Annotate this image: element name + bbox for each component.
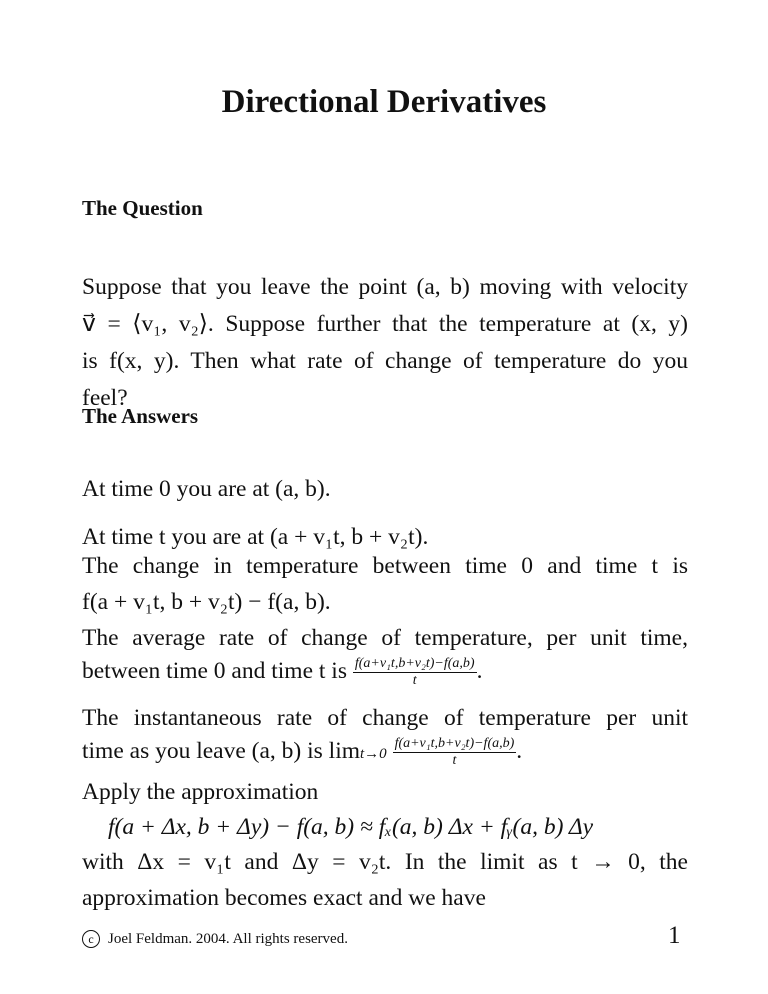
paragraph-line: The change in temperature between time 0 and time t is	[82, 553, 688, 579]
fraction-denominator: t	[412, 673, 417, 689]
paragraph-line: time as you leave (a, b) is limt→0 $\frac{\text{f(a+v₁t,b+v₂t)−f(a,b)}}{t}$ .	[82, 736, 523, 769]
copyright-icon: c	[82, 930, 100, 948]
fraction-denominator: t	[452, 753, 457, 769]
page-title: Directional Derivatives	[221, 84, 547, 120]
fraction-numerator: f(a+v₁t,b+v₂t)−f(a,b)	[354, 656, 475, 672]
instantaneous-rate-fraction	[393, 736, 517, 769]
page-number: 1	[668, 922, 681, 949]
paragraph-line: f(a + v₁t, b + v₂t) − f(a, b).	[82, 589, 331, 615]
paragraph-line: approximation becomes exact and we have	[82, 885, 486, 911]
fraction-numerator: f(a+v₁t,b+v₂t)−f(a,b)	[394, 736, 515, 752]
limit-subscript: t→0	[360, 746, 387, 762]
copyright-text: Joel Feldman. 2004. All rights reserved.	[108, 931, 348, 947]
paragraph-line: Suppose that you leave the point (a, b) moving with velocity	[82, 274, 688, 300]
line-text: between time 0 and time t is	[82, 658, 347, 684]
paragraph-line: At time 0 you are at (a, b).	[82, 476, 331, 502]
section-heading-question: The Question	[82, 196, 203, 220]
paragraph-line: between time 0 and time t is $\frac{\text{f(a+v₁t,b+v₂t)−f(a,b)}}{t}$ .	[82, 656, 483, 689]
paragraph-line: with Δx = v₁t and Δy = v₂t. In the limit as t → 0, the	[82, 849, 688, 875]
footer-copyright	[82, 930, 348, 948]
paragraph-line: The average rate of change of temperature, per unit time,	[82, 625, 688, 651]
approximation-formula: f(a + Δx, b + Δy) − f(a, b) ≈ fₓ(a, b) Δx + fᵧ(a, b) Δy	[108, 814, 594, 840]
paragraph-line: feel?	[82, 385, 128, 411]
line-text: time as you leave (a, b) is lim	[82, 738, 361, 764]
paragraph-line: is f(x, y). Then what rate of change of temperature do you	[82, 348, 688, 374]
average-rate-fraction	[353, 656, 477, 689]
paragraph-line: The instantaneous rate of change of temperature per unit	[82, 705, 688, 731]
paragraph-line: At time t you are at (a + v₁t, b + v₂t).	[82, 524, 429, 550]
section-heading-answers: The Answers	[82, 404, 199, 428]
paragraph-line: v⃗ = ⟨v₁, v₂⟩. Suppose further that the temperature at (x, y)	[82, 311, 688, 337]
paragraph-line: Apply the approximation	[82, 779, 319, 805]
